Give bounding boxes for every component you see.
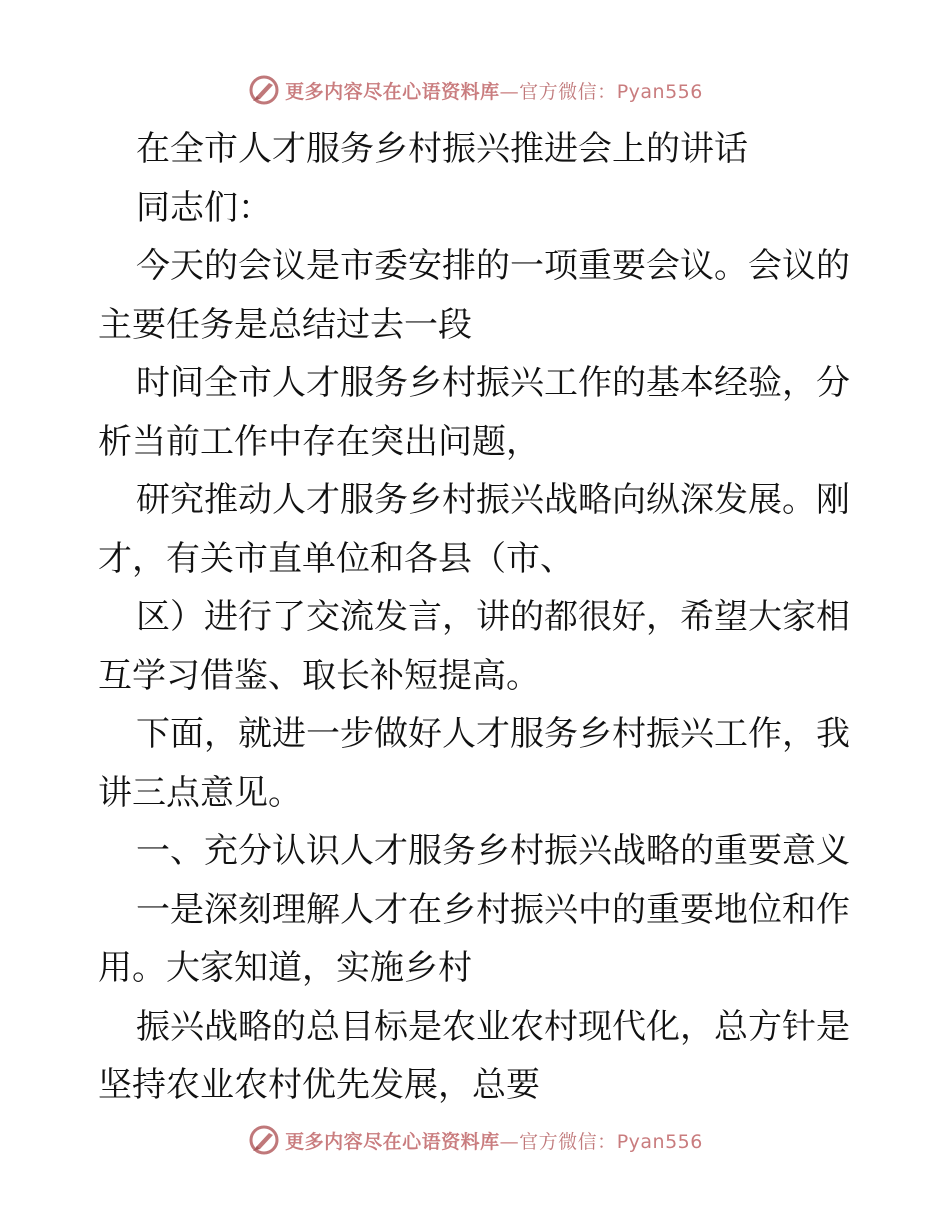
watermark-wechat-label: 官方微信： <box>519 1130 617 1153</box>
body-line: 讲三点意见。 <box>98 772 302 813</box>
watermark-wechat-label: 官方微信： <box>519 80 617 103</box>
body-line: 振兴战略的总目标是农业农村现代化，总方针是 <box>136 1006 850 1047</box>
body-line: 今天的会议是市委安排的一项重要会议。会议的 <box>136 246 850 286</box>
watermark-brand: 更多内容尽在心语资料库 <box>285 1130 500 1153</box>
body-line: 用。大家知道，实施乡村 <box>98 948 472 988</box>
watermark-brand: 更多内容尽在心语资料库 <box>285 80 500 103</box>
body-line: 区）进行了交流发言，讲的都很好，希望大家相 <box>136 597 850 637</box>
watermark-dash: — <box>499 1130 520 1153</box>
body-line: 研究推动人才服务乡村振兴战略向纵深发展。刚 <box>136 480 850 520</box>
paragraph-lines <box>98 237 850 1115</box>
header-watermark <box>0 72 950 108</box>
pen-logo-icon <box>247 1123 281 1157</box>
watermark-text <box>285 77 703 104</box>
body-line: 析当前工作中存在突出问题， <box>98 421 540 462</box>
pen-logo-icon <box>247 73 281 107</box>
body-line: 才，有关市直单位和各县（市、 <box>98 538 574 579</box>
document-body <box>98 120 850 1115</box>
footer-watermark <box>0 1122 950 1158</box>
body-line: 时间全市人才服务乡村振兴工作的基本经验，分 <box>136 363 850 403</box>
salutation: 同志们： <box>136 187 272 228</box>
body-line: 下面，就进一步做好人才服务乡村振兴工作，我 <box>136 714 850 754</box>
watermark-account: Pyan556 <box>616 1130 703 1153</box>
watermark-text <box>285 1127 703 1154</box>
watermark-dash: — <box>499 80 520 103</box>
body-line: 一是深刻理解人才在乡村振兴中的重要地位和作 <box>136 889 850 930</box>
body-line: 一、充分认识人才服务乡村振兴战略的重要意义 <box>136 831 850 871</box>
body-line: 互学习借鉴、取长补短提高。 <box>98 655 540 696</box>
watermark-account: Pyan556 <box>616 80 703 103</box>
body-line: 主要任务是总结过去一段 <box>98 304 472 345</box>
body-line: 坚持农业农村优先发展，总要 <box>98 1065 540 1105</box>
document-title: 在全市人才服务乡村振兴推进会上的讲话 <box>136 129 748 169</box>
